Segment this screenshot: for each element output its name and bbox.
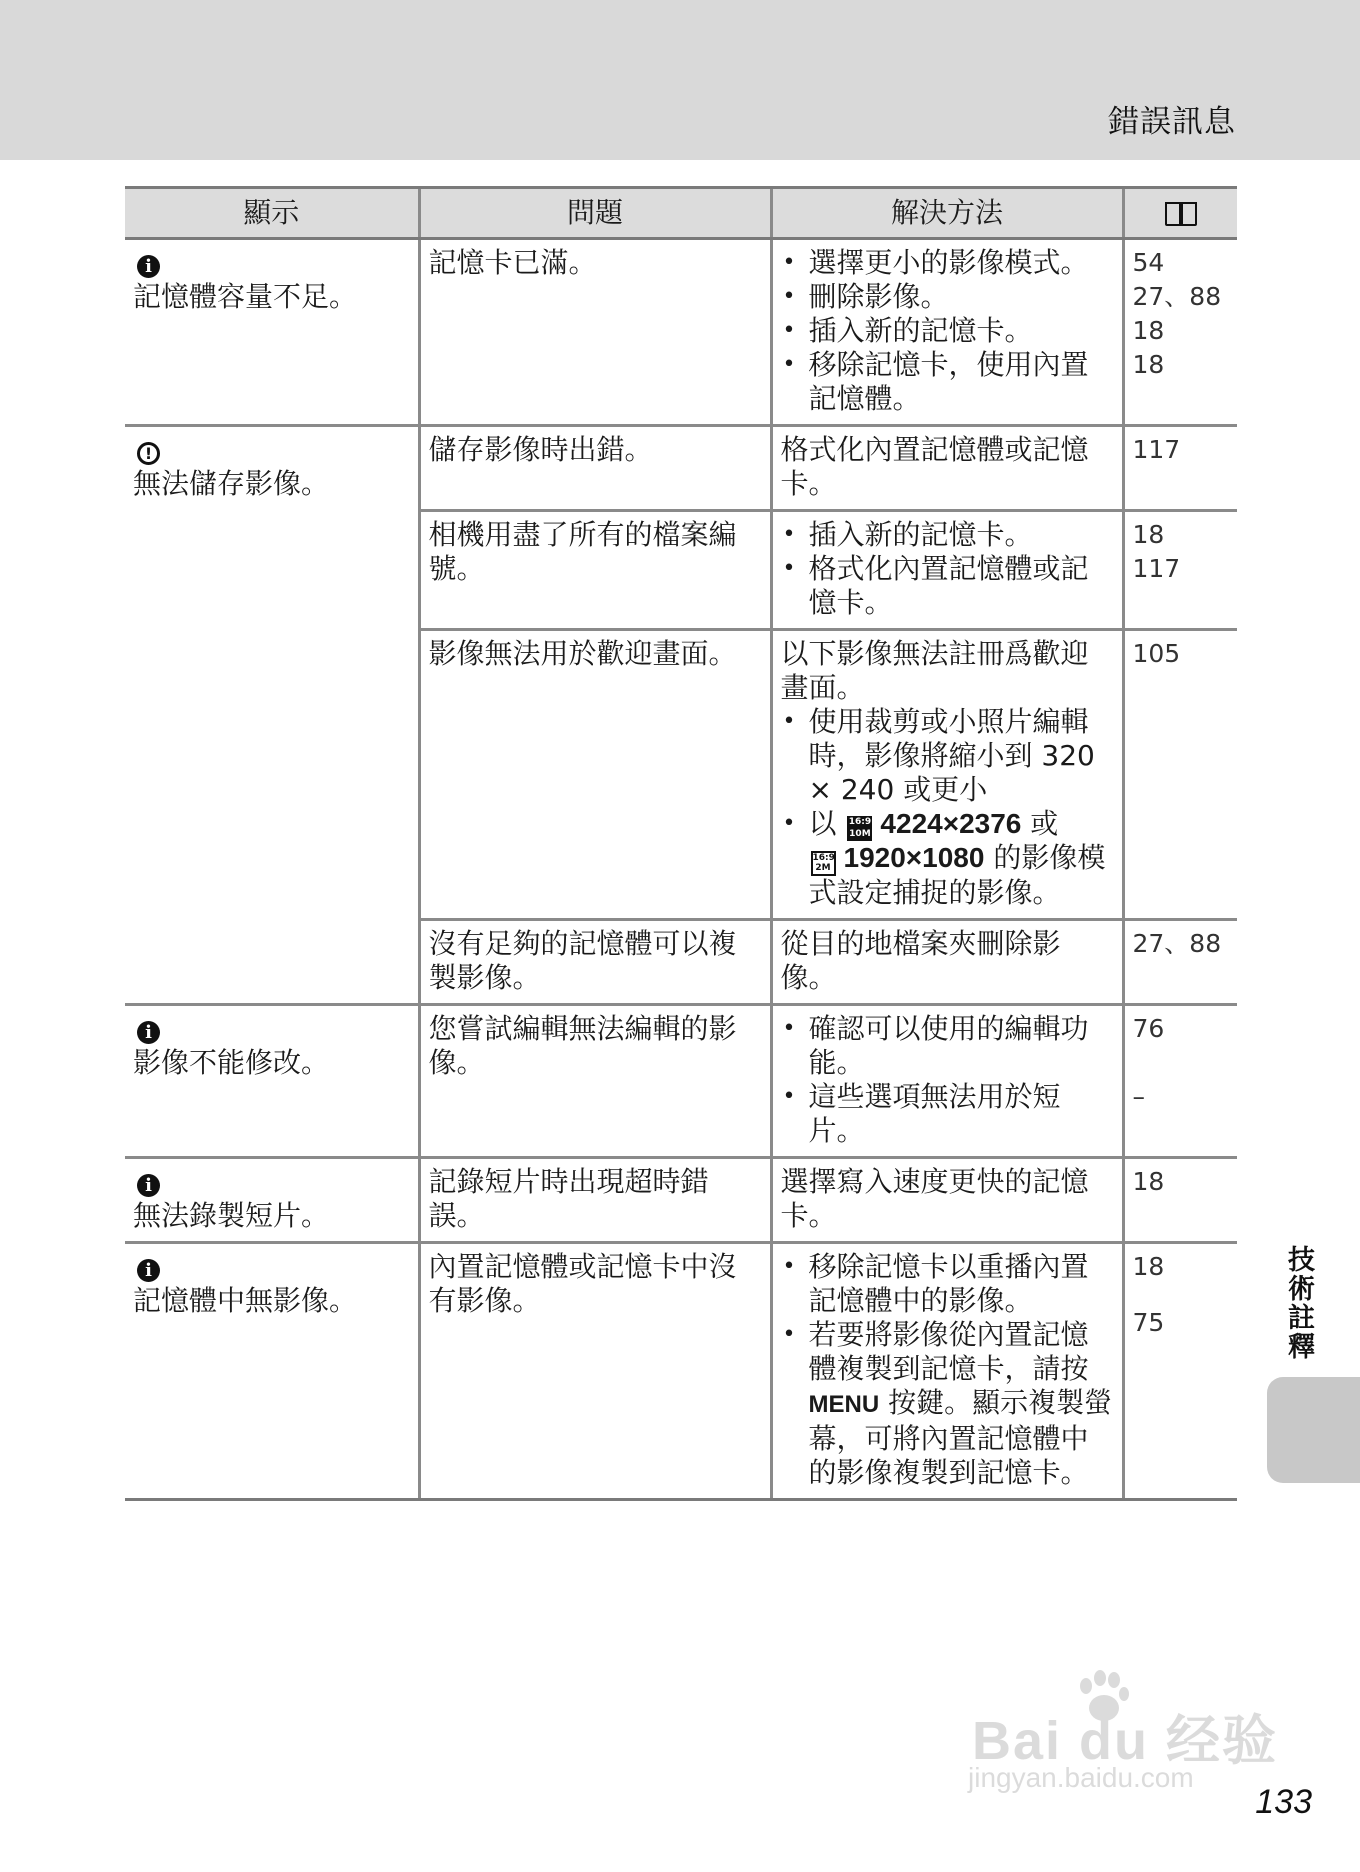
page-cell (1123, 630, 1237, 920)
problem-cell: 內置記憶體或記憶卡中沒有影像。 (419, 1243, 771, 1500)
problem-cell: 記憶卡已滿。 (419, 239, 771, 426)
watermark-brand: Bai du 经验 (972, 1711, 1279, 1771)
solution-item: • 插入新的記憶卡。 (781, 518, 1114, 552)
image-mode-1: 4224×2376 (880, 808, 1022, 839)
page-ref: 105 (1132, 639, 1181, 668)
solution-item-menu (781, 1318, 1114, 1490)
solution-item: • 移除記憶卡以重播內置記憶體中的影像。 (781, 1250, 1114, 1318)
solution-cell: 從目的地檔案夾刪除影像。 (771, 920, 1123, 1005)
display-cell (125, 426, 419, 1005)
page-ref: – (1132, 1082, 1145, 1111)
table-row (125, 1005, 1237, 1158)
page-ref: 54 (1132, 248, 1165, 277)
display-cell (125, 239, 419, 426)
page-cell (1123, 239, 1237, 426)
solution-cell: 選擇寫入速度更快的記憶卡。 (771, 1158, 1123, 1243)
menu-prefix: 若要將影像從內置記憶體複製到記憶卡，請按 (808, 1318, 1089, 1385)
mode-suffix: 的影像模式設定捕捉的影像。 (808, 841, 1106, 909)
page-ref: 18 (1132, 520, 1165, 549)
page-cell (1123, 426, 1237, 511)
display-cell (125, 1005, 419, 1158)
side-tab (1267, 1377, 1360, 1483)
solution-item: • 格式化內置記憶體或記憶卡。 (781, 552, 1114, 620)
solution-item: • 確認可以使用的編輯功能。 (781, 1012, 1114, 1080)
page-ref: 75 (1132, 1308, 1165, 1337)
page-ref: 117 (1132, 435, 1181, 464)
page-ref: 18 (1132, 316, 1165, 345)
page-ref: 27、88 (1132, 929, 1222, 958)
page-ref: 27、88 (1132, 282, 1222, 311)
page-ref: 18 (1132, 1167, 1165, 1196)
table-row (125, 1158, 1237, 1243)
solution-item: • 使用裁剪或小照片編輯時，影像將縮小到 320 × 240 或更小 (781, 705, 1114, 807)
page-cell (1123, 920, 1237, 1005)
mode-prefix: 以 (808, 807, 837, 840)
header-page-reference (1123, 188, 1237, 239)
info-icon: i (137, 255, 160, 278)
menu-suffix: 按鍵。顯示複製螢幕，可將內置記憶體中的影像複製到記憶卡。 (808, 1386, 1113, 1489)
image-mode-2: 1920×1080 (843, 842, 985, 873)
solution-item: • 刪除影像。 (781, 280, 1114, 314)
display-text: 無法儲存影像。 (133, 467, 330, 500)
problem-cell: 影像無法用於歡迎畫面。 (419, 630, 771, 920)
header-display: 顯示 (125, 188, 419, 239)
header-solution: 解決方法 (771, 188, 1123, 239)
warning-icon: ! (137, 442, 160, 465)
section-title: 錯誤訊息 (1108, 104, 1236, 140)
problem-cell: 沒有足夠的記憶體可以複製影像。 (419, 920, 771, 1005)
info-icon: i (137, 1259, 160, 1282)
solution-item: • 這些選項無法用於短片。 (781, 1080, 1114, 1148)
solution-item: • 移除記憶卡，使用內置記憶體。 (781, 348, 1114, 416)
side-tab-label: 技術註釋 (1283, 1245, 1314, 1361)
error-message-table (125, 186, 1237, 1501)
mode-mid: 或 (1030, 807, 1059, 840)
problem-cell: 記錄短片時出現超時錯誤。 (419, 1158, 771, 1243)
display-text: 記憶體容量不足。 (133, 280, 358, 313)
solution-text: 以下影像無法註冊爲歡迎畫面。 (780, 637, 1089, 704)
image-mode-16-9-10m-icon: 16:9 10M (848, 817, 872, 839)
display-text: 無法錄製短片。 (133, 1199, 330, 1232)
solution-item-image-modes (781, 807, 1114, 910)
page-cell (1123, 1243, 1237, 1500)
header-problem: 問題 (419, 188, 771, 239)
table-row (125, 1243, 1237, 1500)
solution-cell: 格式化內置記憶體或記憶卡。 (771, 426, 1123, 511)
watermark-url: jingyan.baidu.com (968, 1762, 1194, 1793)
info-icon: i (137, 1021, 160, 1044)
display-cell (125, 1243, 419, 1500)
problem-cell: 您嘗試編輯無法編輯的影像。 (419, 1005, 771, 1158)
problem-cell: 儲存影像時出錯。 (419, 426, 771, 511)
solution-item: • 選擇更小的影像模式。 (781, 246, 1114, 280)
baidu-watermark (960, 1670, 1280, 1793)
solution-cell (771, 1005, 1123, 1158)
page-cell (1123, 1005, 1237, 1158)
page-ref: 18 (1132, 1252, 1165, 1281)
image-mode-16-9-2m-icon: 16:9 2M (811, 851, 836, 876)
table-row (125, 426, 1237, 511)
display-cell (125, 1158, 419, 1243)
display-text: 影像不能修改。 (133, 1046, 330, 1079)
page-ref: 117 (1132, 554, 1181, 583)
page-ref: 76 (1132, 1014, 1165, 1043)
table-row (125, 239, 1237, 426)
solution-cell (771, 1243, 1123, 1500)
problem-cell: 相機用盡了所有的檔案編號。 (419, 511, 771, 630)
error-message-table-wrapper (125, 186, 1237, 1501)
page-cell (1123, 511, 1237, 630)
solution-item: • 插入新的記憶卡。 (781, 314, 1114, 348)
table-header-row (125, 188, 1237, 239)
display-text: 記憶體中無影像。 (133, 1284, 358, 1317)
solution-cell (771, 239, 1123, 426)
page-number: 133 (1255, 1783, 1312, 1821)
book-reference-icon (1164, 202, 1198, 226)
menu-button-label: MENU (808, 1391, 880, 1418)
info-icon: i (137, 1174, 160, 1197)
solution-cell (771, 511, 1123, 630)
page-ref: 18 (1132, 350, 1165, 379)
solution-cell (771, 630, 1123, 920)
page-cell (1123, 1158, 1237, 1243)
